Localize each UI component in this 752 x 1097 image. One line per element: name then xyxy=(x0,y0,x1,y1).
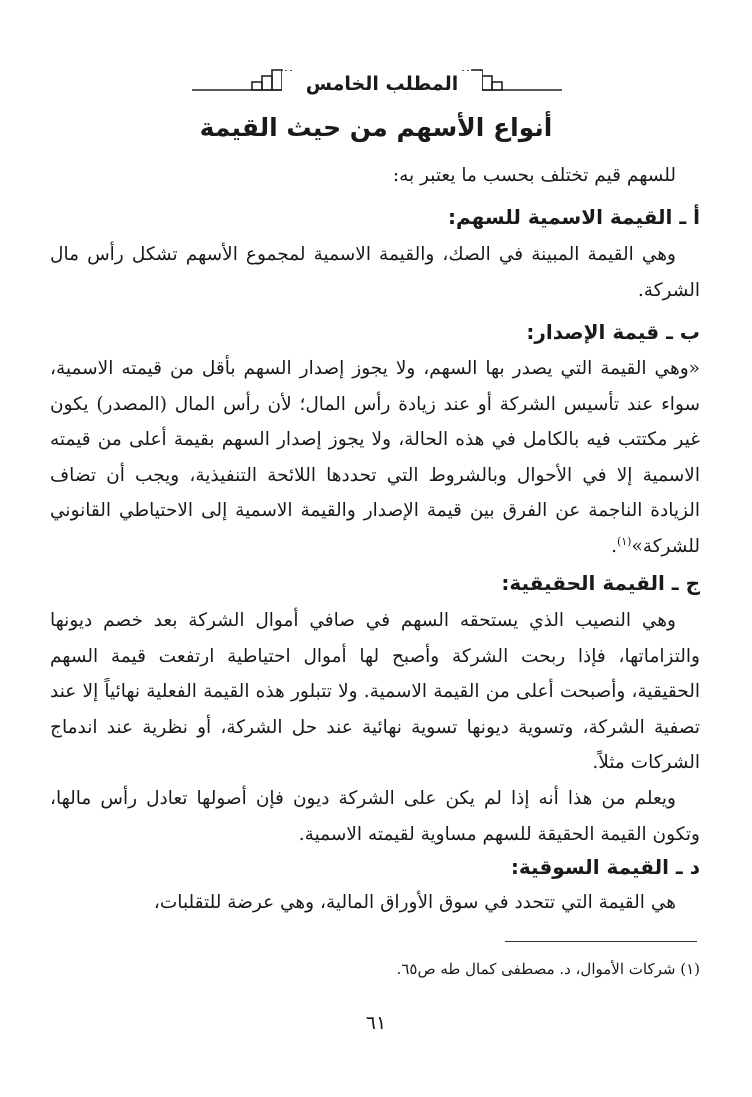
footnote-reference: (١) xyxy=(616,534,632,548)
footnote-separator xyxy=(505,941,697,942)
footnote: (١) شركات الأموال، د. مصطفى كمال طه ص٦٥. xyxy=(396,960,700,978)
quoted-text: «وهي القيمة التي يصدر بها السهم، ولا يجوز إصدار السهم بأقل من قيمته الاسمية، سواء عند تأسيس الشركة أو عند زيادة رأس المال؛ لأن رأس المال (المصدر) يكون غير مكتتب فيه بالكامل في هذه الحالة، ولا يجوز إصدار السهم بقيمة أعلى من قيمته الاسمية إلا في الأحوال وبالشروط التي تحددها اللائحة التنفيذية، ويجب أن تضاف الزيادة الناجمة عن الفرق بين قيمة الإصدار والقيمة الاسمية إلى الاحتياطي القانوني للشركة» xyxy=(50,358,700,557)
intro-text: للسهم قيم تختلف بحسب ما يعتبر به: xyxy=(392,165,676,186)
section-body-issue-value xyxy=(50,351,700,565)
page-number: ٦١ xyxy=(365,1012,387,1034)
section-heading-real-value: ج ـ القيمة الحقيقية: xyxy=(501,571,700,595)
paragraph: ويعلم من هذا أنه إذا لم يكن على الشركة ديون فإن أصولها تعادل رأس مالها، وتكون القيمة الحقيقة للسهم مساوية لقيمته الاسمية. xyxy=(50,787,700,845)
section-body-market-value xyxy=(50,885,700,921)
section-heading-nominal-value: أ ـ القيمة الاسمية للسهم: xyxy=(447,205,700,229)
paragraph: هي القيمة التي تتحدد في سوق الأوراق المالية، وهي عرضة للتقلبات، xyxy=(153,892,676,913)
intro-paragraph xyxy=(50,158,700,194)
section-body-real-value xyxy=(50,603,700,852)
page-title: أنواع الأسهم من حيث القيمة xyxy=(199,113,553,142)
section-label: المطلب الخامس xyxy=(282,71,482,97)
section-heading-issue-value: ب ـ قيمة الإصدار: xyxy=(526,320,700,344)
paragraph: وهي النصيب الذي يستحقه السهم في صافي أموال الشركة بعد خصم ديونها والتزاماتها، فإذا ربحت الشركة وأصبح لها أموال احتياطية ارتفعت قيمة السهم الحقيقية، وأصبحت أعلى من القيمة الاسمية. ولا تتبلور هذه القيمة الفعلية نهائياً إلا عند تصفية الشركة، وتسوية ديونها تسوية نهائية عند حل الشركة، أو نظرية عند اندماج الشركات مثلاً. xyxy=(50,610,700,774)
section-body-nominal-value xyxy=(50,237,700,308)
quoted-paragraph: «وهي القيمة التي يصدر بها السهم، ولا يجوز إصدار السهم بأقل من قيمته الاسمية، سواء عند تأسيس الشركة أو عند زيادة رأس المال؛ لأن رأس المال (المصدر) يكون غير مكتتب فيه بالكامل في هذه الحالة، ولا يجوز إصدار السهم بقيمة أعلى من قيمته الاسمية إلا في الأحوال وبالشروط التي تحددها اللائحة التنفيذية، ويجب أن تضاف الزيادة الناجمة عن الفرق بين قيمة الإصدار والقيمة الاسمية إلى الاحتياطي القانوني للشركة»$^{(١)}$. xyxy=(50,358,700,557)
section-heading-market-value: د ـ القيمة السوقية: xyxy=(510,855,700,879)
paragraph: وهي القيمة المبينة في الصك، والقيمة الاسمية لمجموع الأسهم تشكل رأس مال الشركة. xyxy=(50,244,700,301)
